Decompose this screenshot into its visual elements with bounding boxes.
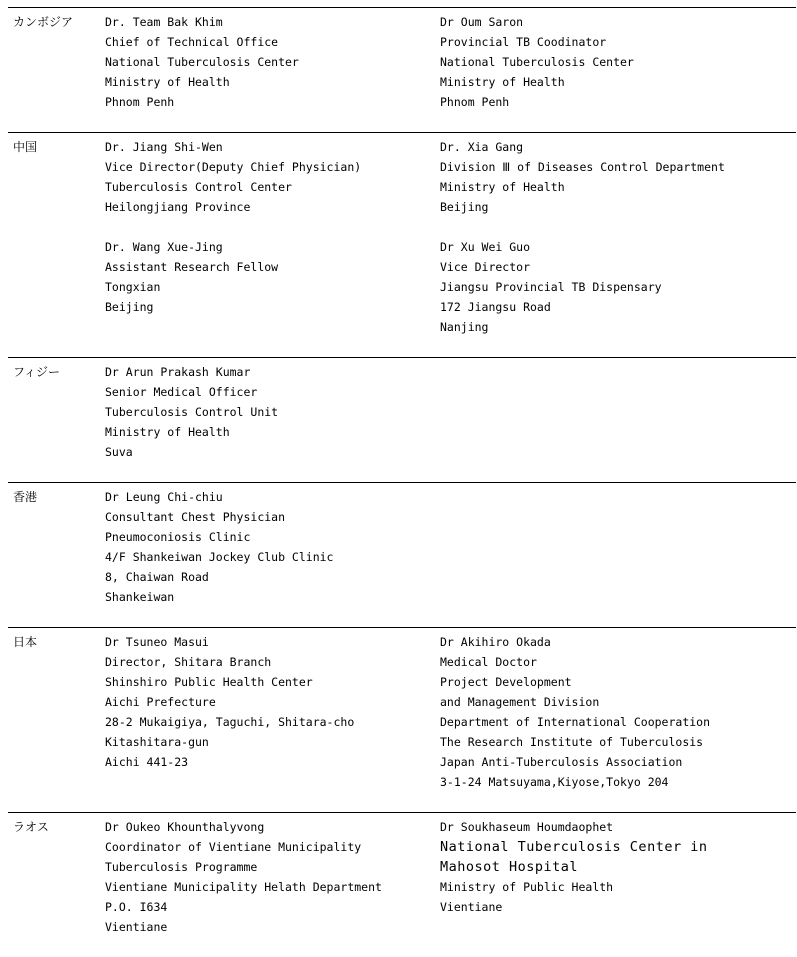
address-line: Vice Director(Deputy Chief Physician): [105, 160, 362, 174]
address-line: 4/F Shankeiwan Jockey Club Clinic: [105, 550, 334, 564]
country-section: [8, 482, 796, 627]
address-line: 3-1-24 Matsuyama,Kiyose,Tokyo 204: [440, 775, 669, 789]
address-line: Division Ⅲ of Diseases Control Department: [440, 160, 725, 174]
address-line: National Tuberculosis Center in: [440, 839, 708, 855]
address-line: and Management Division: [440, 695, 600, 709]
address-line: Pneumoconiosis Clinic: [105, 530, 251, 544]
country-label: 中国: [13, 140, 38, 154]
address-line: Ministry of Health: [105, 75, 230, 89]
contact-entry: [440, 237, 790, 337]
country-section: [8, 7, 796, 132]
address-line: Ministry of Public Health: [440, 880, 614, 894]
right-contact-column: [440, 487, 790, 627]
address-line: Phnom Penh: [105, 95, 175, 109]
address-line: 8, Chaiwan Road: [105, 570, 209, 584]
right-contact-column: [440, 362, 790, 482]
country-label: 香港: [13, 490, 38, 504]
right-contact-column: [440, 632, 790, 812]
address-line: Tongxian: [105, 280, 161, 294]
address-line: Ministry of Health: [105, 425, 230, 439]
address-line: Shankeiwan: [105, 590, 175, 604]
address-line: Ministry of Health: [440, 75, 565, 89]
address-line: Chief of Technical Office: [105, 35, 279, 49]
address-line: Suva: [105, 445, 133, 459]
contact-entry: [105, 237, 440, 317]
left-contact-column: [105, 487, 440, 627]
country-section: [8, 627, 796, 812]
address-line: Shinshiro Public Health Center: [105, 675, 313, 689]
contact-name: Dr Soukhaseum Houmdaophet: [440, 820, 614, 834]
address-line: Vientiane: [105, 920, 168, 934]
left-contact-column: [105, 137, 440, 357]
left-contact-column: [105, 817, 440, 957]
contact-name: Dr. Jiang Shi-Wen: [105, 140, 223, 154]
address-line: Coordinator of Vientiane Municipality: [105, 840, 362, 854]
contact-entry: [440, 137, 790, 217]
address-line: National Tuberculosis Center: [105, 55, 299, 69]
address-line: Ministry of Health: [440, 180, 565, 194]
address-line: Assistant Research Fellow: [105, 260, 279, 274]
address-line: Department of International Cooperation: [440, 715, 711, 729]
country-section: [8, 812, 796, 957]
contact-name: Dr Oum Saron: [440, 15, 524, 29]
address-line: Tuberculosis Programme: [105, 860, 258, 874]
address-line: Senior Medical Officer: [105, 385, 258, 399]
contact-name: Dr Tsuneo Masui: [105, 635, 209, 649]
contact-name: Dr. Xia Gang: [440, 140, 524, 154]
country-label: ラオス: [13, 820, 49, 834]
left-contact-column: [105, 362, 440, 482]
address-line: Aichi 441-23: [105, 755, 189, 769]
address-line: Provincial TB Coodinator: [440, 35, 607, 49]
address-line: 172 Jiangsu Road: [440, 300, 551, 314]
country-label: カンボジア: [13, 15, 74, 29]
contact-name: Dr Arun Prakash Kumar: [105, 365, 251, 379]
address-line: Phnom Penh: [440, 95, 510, 109]
left-contact-column: [105, 632, 440, 812]
contact-name: Dr Leung Chi-chiu: [105, 490, 223, 504]
address-line: Heilongjiang Province: [105, 200, 251, 214]
address-line: Consultant Chest Physician: [105, 510, 286, 524]
contact-entry: [440, 12, 790, 112]
contact-entry: [105, 12, 440, 112]
left-contact-column: [105, 12, 440, 132]
address-line: Vice Director: [440, 260, 531, 274]
country-label: 日本: [13, 635, 38, 649]
contact-entry: [105, 137, 440, 217]
contact-entry: [440, 632, 790, 792]
contact-name: Dr. Team Bak Khim: [105, 15, 223, 29]
address-line: P.O. I634: [105, 900, 168, 914]
contact-directory: [8, 7, 796, 957]
address-line: Beijing: [105, 300, 154, 314]
contact-entry: [105, 487, 440, 607]
address-line: National Tuberculosis Center: [440, 55, 634, 69]
address-line: Vientiane: [440, 900, 503, 914]
contact-entry: [105, 362, 440, 462]
contact-entry: [440, 817, 790, 917]
address-line: Nanjing: [440, 320, 489, 334]
country-section: [8, 132, 796, 357]
address-line: Japan Anti-Tuberculosis Association: [440, 755, 683, 769]
address-line: Tuberculosis Control Unit: [105, 405, 279, 419]
address-line: The Research Institute of Tuberculosis: [440, 735, 704, 749]
contact-name: Dr Akihiro Okada: [440, 635, 551, 649]
contact-entry: [105, 817, 440, 937]
contact-name: Dr. Wang Xue-Jing: [105, 240, 223, 254]
address-line: Jiangsu Provincial TB Dispensary: [440, 280, 662, 294]
address-line: Tuberculosis Control Center: [105, 180, 292, 194]
address-line: Director, Shitara Branch: [105, 655, 272, 669]
contact-entry: [105, 632, 440, 772]
right-contact-column: [440, 817, 790, 957]
right-contact-column: [440, 137, 790, 357]
address-line: Medical Doctor: [440, 655, 537, 669]
address-line: 28-2 Mukaigiya, Taguchi, Shitara-cho: [105, 715, 355, 729]
address-line: Kitashitara-gun: [105, 735, 209, 749]
country-section: [8, 357, 796, 482]
address-line: Vientiane Municipality Helath Department: [105, 880, 382, 894]
right-contact-column: [440, 12, 790, 132]
address-line: Beijing: [440, 200, 489, 214]
address-line: Aichi Prefecture: [105, 695, 216, 709]
contact-name: Dr Xu Wei Guo: [440, 240, 531, 254]
address-line: Project Development: [440, 675, 572, 689]
address-line: Mahosot Hospital: [440, 859, 579, 875]
contact-name: Dr Oukeo Khounthalyvong: [105, 820, 265, 834]
country-label: フィジー: [13, 365, 61, 379]
